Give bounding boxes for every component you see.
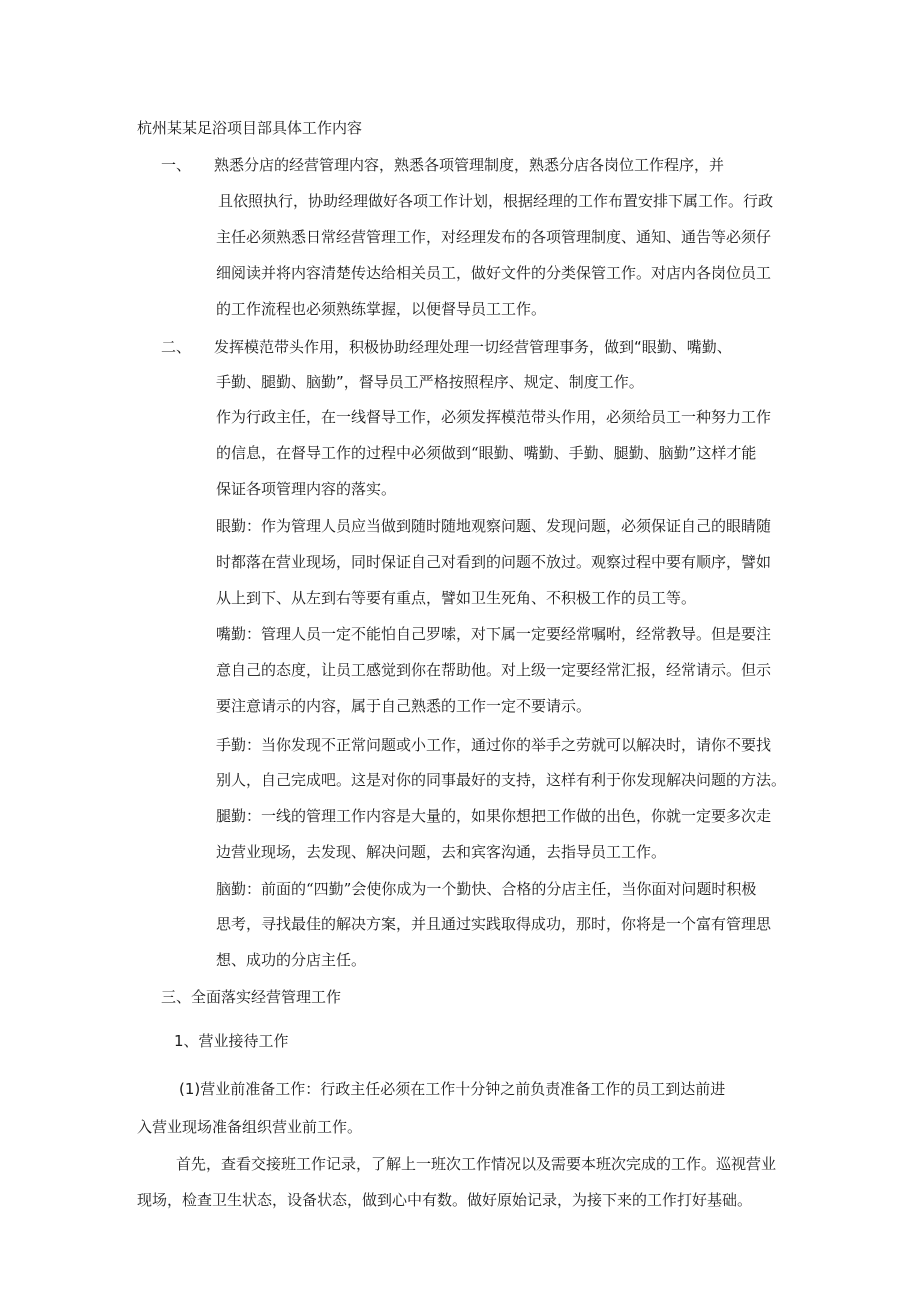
- first-step-line: 现场，检查卫生状态，设备状态，做到心中有数。做好原始记录，为接下来的工作打好基础。: [137, 1191, 753, 1209]
- section-2-heading-line-2: 手勤、腿勤、脑勤”，督导员工严格按照程序、规定、制度工作。: [216, 373, 644, 391]
- section-1-body-line: 的工作流程也必须熟练掌握，以便督导员工工作。: [216, 300, 547, 318]
- document-title: 杭州某某足浴项目部具体工作内容: [137, 119, 363, 137]
- section-1-heading-line-1: 熟悉分店的经营管理内容，熟悉各项管理制度，熟悉分店各岗位工作程序，并: [214, 156, 725, 174]
- eye-diligence-label: 眼勤：: [216, 517, 262, 535]
- leg-diligence-line: 边营业现场，去发现、解决问题，去和宾客沟通，去指导员工工作。: [216, 843, 667, 861]
- section-2-intro-line: 的信息，在督导工作的过程中必须做到“眼勤、嘴勤、手勤、腿勤、脑勤”这样才能: [216, 444, 757, 462]
- hand-diligence-line: 别人，自己完成吧。这是对你的同事最好的支持，这样有利于你发现解决问题的方法。: [216, 771, 787, 789]
- section-2-number: 二、: [161, 338, 192, 356]
- section-1-body-line: 细阅读并将内容清楚传达给相关员工，做好文件的分类保管工作。对店内各岗位员工: [216, 264, 772, 282]
- section-3-heading: 三、全面落实经营管理工作: [161, 988, 342, 1006]
- pre-business-paragraph: [179, 1079, 725, 1099]
- eye-diligence-text: 作为管理人员应当做到随时随地观察问题、发现问题，必须保证自己的眼睛随: [261, 517, 772, 535]
- brain-diligence-text: 前面的“四勤”会使你成为一个勤快、合格的分店主任，当你面对问题时积极: [261, 880, 757, 898]
- section-2-intro-line: 保证各项管理内容的落实。: [216, 480, 397, 498]
- section-2-intro-line: 作为行政主任，在一线督导工作，必须发挥模范带头作用，必须给员工一种努力工作: [216, 408, 772, 426]
- mouth-diligence-line: 意自己的态度，让员工感觉到你在帮助他。对上级一定要经常汇报，经常请示。但示: [216, 661, 772, 679]
- eye-diligence-line: 时都落在营业现场，同时保证自己对看到的问题不放过。观察过程中要有顺序，譬如: [216, 553, 772, 571]
- hand-diligence-label: 手勤：: [216, 736, 262, 754]
- section-1-number: 一、: [161, 156, 192, 174]
- hand-diligence-paragraph: [216, 735, 771, 755]
- mouth-diligence-paragraph: [216, 624, 771, 644]
- brain-diligence-label: 脑勤：: [216, 880, 262, 898]
- brain-diligence-line: 思考，寻找最佳的解决方案，并且通过实践取得成功，那时，你将是一个富有管理思: [216, 915, 772, 933]
- leg-diligence-paragraph: [216, 806, 771, 826]
- pre-business-line: 入营业现场准备组织营业前工作。: [137, 1118, 363, 1136]
- section-1-heading-line-2: [218, 191, 773, 211]
- mouth-diligence-label: 嘴勤：: [216, 625, 262, 643]
- brain-diligence-paragraph: [216, 879, 756, 899]
- brain-diligence-line: 想、成功的分店主任。: [216, 951, 367, 969]
- eye-diligence-paragraph: [216, 516, 771, 536]
- pre-business-number: (1): [179, 1080, 201, 1098]
- hand-diligence-text: 当你发现不正常问题或小工作，通过你的举手之劳就可以解决时，请你不要找: [261, 736, 772, 754]
- leg-diligence-text: 一线的管理工作内容是大量的，如果你想把工作做的出色，你就一定要多次走: [261, 807, 772, 825]
- section-1-body-line: 主任必须熟悉日常经营管理工作，对经理发布的各项管理制度、通知、通告等必须仔: [216, 228, 772, 246]
- first-step-line: 首先，查看交接班工作记录，了解上一班次工作情况以及需要本班次完成的工作。巡视营业: [176, 1155, 777, 1173]
- mouth-diligence-line: 要注意请示的内容，属于自己熟悉的工作一定不要请示。: [216, 697, 592, 715]
- pre-business-text: 营业前准备工作：行政主任必须在工作十分钟之前负责准备工作的员工到达前进: [200, 1080, 726, 1098]
- subsection-1-heading: 1、营业接待工作: [174, 1032, 289, 1050]
- leg-diligence-label: 腿勤：: [216, 807, 262, 825]
- eye-diligence-line: 从上到下、从左到右等要有重点，譬如卫生死角、不积极工作的员工等。: [216, 589, 697, 607]
- section-1-heading-bold: 且依照执行，协助经理做好各项工作计划，根据经理的工作布置安排下属工作。: [218, 192, 744, 210]
- section-1-body-start: 行政: [743, 192, 774, 210]
- mouth-diligence-text: 管理人员一定不能怕自己罗嗦，对下属一定要经常嘱咐，经常教导。但是要注: [261, 625, 772, 643]
- section-2-heading-line-1: 发挥模范带头作用，积极协助经理处理一切经营管理事务，做到“眼勤、嘴勤、: [214, 338, 732, 356]
